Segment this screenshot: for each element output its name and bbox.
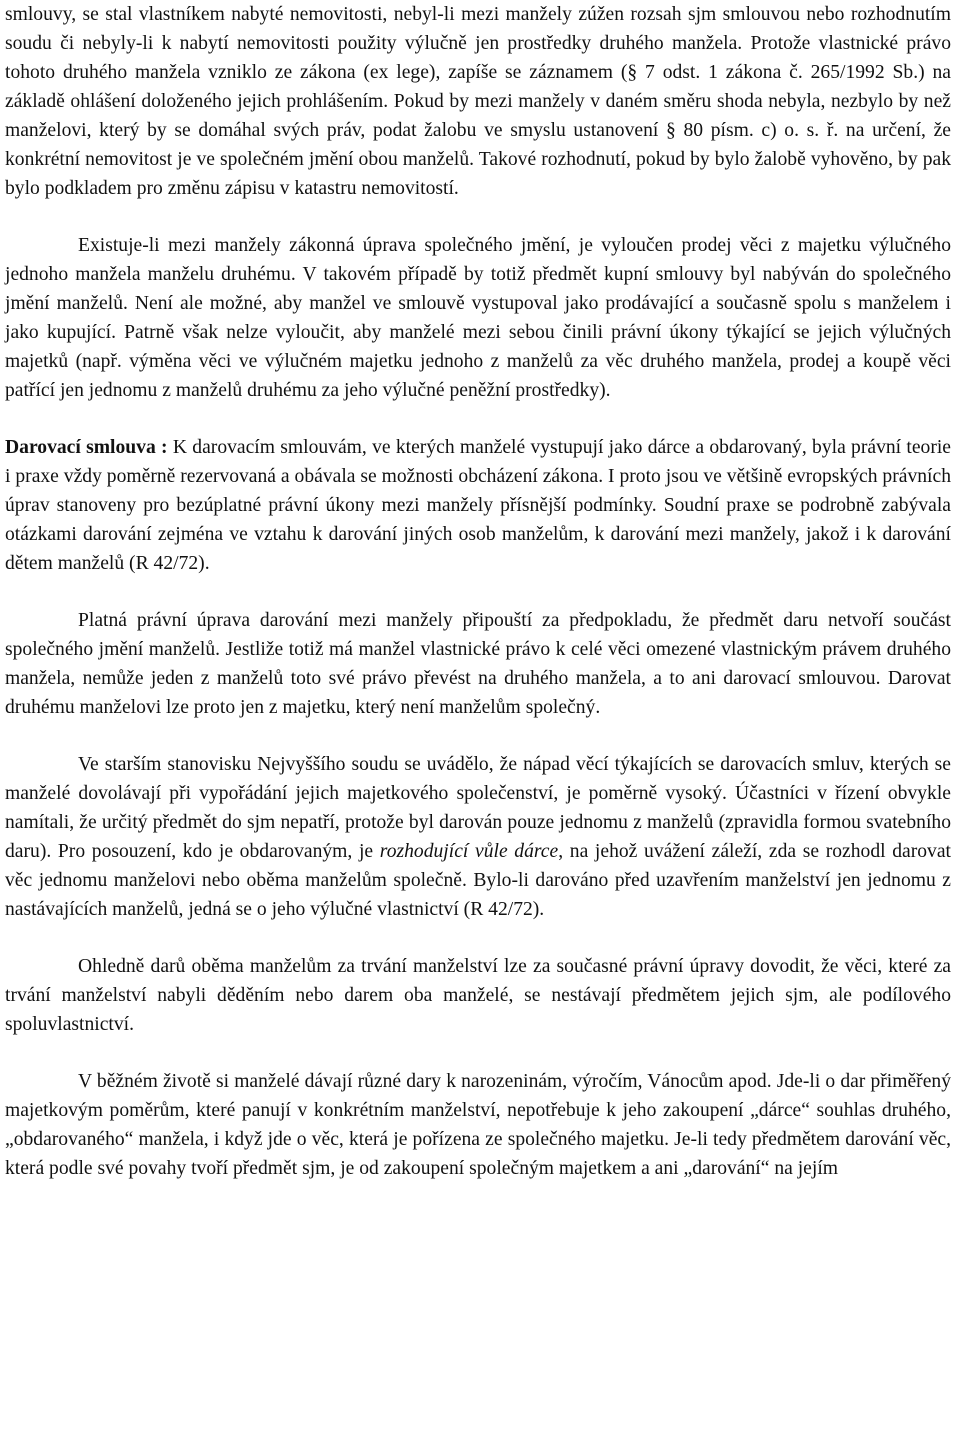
paragraph-gap xyxy=(5,578,951,606)
paragraph-2-text: Existuje-li mezi manžely zákonná úprava společného jmění, je vyloučen prodej věci z majetku výlučného jednoho manžela manželu druhému. V takovém případě by totiž předmět kupní smlouvy byl nabýván do společného jmění manželů. Není ale možné, aby manžel ve smlouvě vystupoval jako prodávající a současně spolu s manželem i jako kupující. Patrně však nelze vyloučit, aby manželé mezi sebou činili právní úkony týkající se jejich výlučných majetků (např. výměna věci ve výlučném majetku jednoho z manželů za věc druhého manžela, prodej a koupě věci patřící jen jednomu z manželů druhému za jeho výlučné peněžní prostředky). xyxy=(5,235,951,401)
paragraph-3 xyxy=(5,433,951,578)
paragraph-1 xyxy=(5,0,951,203)
paragraph-gap xyxy=(5,722,951,750)
paragraph-1-text: smlouvy, se stal vlastníkem nabyté nemovitosti, nebyl-li mezi manžely zúžen rozsah sjm smlouvou nebo rozhodnutím soudu či nebyly-li k nabytí nemovitosti použity výlučně jen prostředky druhého manžela. Protože vlastnické právo tohoto druhého manžela vzniklo ze zákona (ex lege), zapíše se záznamem (§ 7 odst. 1 zákona č. 265/1992 Sb.) na základě ohlášení doloženého jejich prohlášením. Pokud by mezi manžely v daném směru shoda nebyla, nezbylo by než manželovi, který by se domáhal svých práv, podat žalobu ve smyslu ustanovení § 80 písm. c) o. s. ř. na určení, že konkrétní nemovitost je ve společném jmění obou manželů. Takové rozhodnutí, pokud by bylo žalobě vyhověno, by pak bylo podkladem pro změnu zápisu v katastru nemovitostí. xyxy=(5,4,951,199)
paragraph-4 xyxy=(5,606,951,722)
paragraph-gap xyxy=(5,405,951,433)
document-body xyxy=(5,0,951,1183)
paragraph-5-text-a: Ve starším stanovisku Nejvyššího soudu se uvádělo, že nápad věcí týkajících se darovacích smluv, kterých se manželé dovolávají při vypořádání jejich majetkového společenství, je poměrně vysoký. Účastníci v řízení obvykle namítali, že určitý předmět do sjm nepatří, protože byl darován pouze jednomu z manželů (zpravidla formou svatebního daru). Pro posouzení, kdo je obdarovaným, je xyxy=(5,754,951,862)
paragraph-6 xyxy=(5,952,951,1039)
paragraph-7 xyxy=(5,1067,951,1183)
paragraph-gap xyxy=(5,1039,951,1067)
paragraph-4-text: Platná právní úprava darování mezi manžely připouští za předpokladu, že předmět daru netvoří součást společného jmění manželů. Jestliže totiž má manžel vlastnické právo k celé věci omezené vlastnickým právem druhého manžela, nemůže jeden z manželů toto své právo převést na druhého manžela, a to ani darovací smlouvou. Darovat druhému manželovi lze proto jen z majetku, který není manželům společný. xyxy=(5,610,951,718)
paragraph-5 xyxy=(5,750,951,924)
paragraph-5-text-b: , na jehož uvážení záleží, zda se rozhodl darovat věc jednomu manželovi nebo oběma manželům společně. Bylo-li darováno před uzavřením manželství jen jednomu z nastávajících manželů, jedná se o jeho výlučné vlastnictví (R 42/72). xyxy=(5,841,951,920)
paragraph-2 xyxy=(5,231,951,405)
paragraph-gap xyxy=(5,203,951,231)
paragraph-gap xyxy=(5,924,951,952)
paragraph-5-emphasis: rozhodující vůle dárce xyxy=(379,841,559,862)
section-heading-darovaci-smlouva: Darovací smlouva : xyxy=(5,437,168,458)
paragraph-6-text: Ohledně darů oběma manželům za trvání manželství lze za současné právní úpravy dovodit, že věci, které za trvání manželství nabyli děděním nebo darem oba manželé, se nestávají předmětem jejich sjm, ale podílového spoluvlastnictví. xyxy=(5,956,951,1035)
paragraph-7-text: V běžném životě si manželé dávají různé dary k narozeninám, výročím, Vánocům apod. Jde-li o dar přiměřený majetkovým poměrům, které panují v konkrétním manželství, nepotřebuje k jeho zakoupení „dárce“ souhlas druhého, „obdarovaného“ manžela, i když jde o věc, která je pořízena ze společného majetku. Je-li tedy předmětem darování věc, která podle své povahy tvoří předmět sjm, je od zakoupení společným majetkem a ani „darování“ na jejím xyxy=(5,1071,951,1179)
paragraph-3-text: K darovacím smlouvám, ve kterých manželé vystupují jako dárce a obdarovaný, byla právní teorie i praxe vždy poměrně rezervovaná a obávala se možnosti obcházení zákona. I proto jsou ve většině evropských právních úprav stanoveny pro bezúplatné právní úkony mezi manžely přísnější podmínky. Soudní praxe se podrobně zabývala otázkami darování zejména ve vztahu k darování jiných osob manželům, k darování mezi manžely, jakož i k darování dětem manželů (R 42/72). xyxy=(5,437,951,574)
